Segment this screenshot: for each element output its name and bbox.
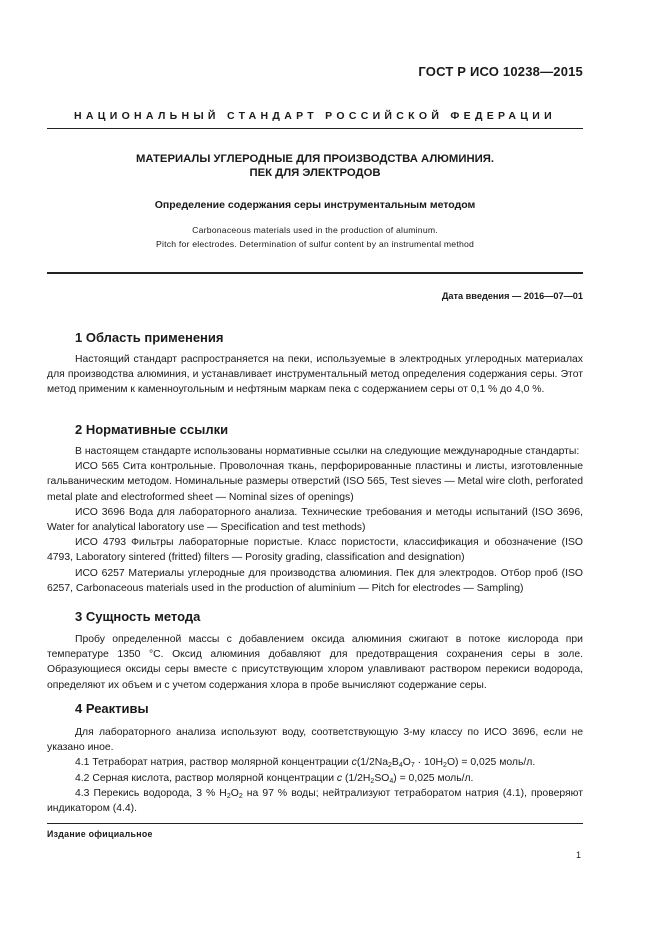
section-3-body <box>47 632 583 693</box>
title-line-2: ПЕК ДЛЯ ЭЛЕКТРОДОВ <box>249 167 381 179</box>
section-2-body <box>47 444 583 596</box>
national-standard-banner: НАЦИОНАЛЬНЫЙ СТАНДАРТ РОССИЙСКОЙ ФЕДЕРАЦИИ <box>74 110 556 122</box>
section-4-intro: Для лабораторного анализа используют воду, соответствующую 3-му классу по ИСО 3696, если не указано иное. <box>47 727 583 754</box>
reagent-item-4-1: 4.1 Тетраборат натрия, раствор молярной концентрации $c(1/2Na_2B_4O_7 \cdot 10H_2O) = 0,025$ моль/л. <box>75 757 536 770</box>
section-3-text: Пробу определенной массы с добавлением оксида алюминия сжигают в потоке кислорода при температуре 1350 °С. Оксид алюминия добавляют для предотвращения сохранения серы в золе. Образующиеся оксиды серы вместе с присутствующим хлором улавливают раствором перекиси водорода, определяют их объем и с учетом содержания хлора в пробе вычисляют содержание серы. <box>47 634 583 691</box>
official-edition-label: Издание официальное <box>47 829 153 839</box>
footer-divider <box>47 823 583 824</box>
section-4-heading: 4 Реактивы <box>75 701 149 716</box>
page-number: 1 <box>575 850 581 860</box>
effective-date: Дата введения — 2016—07—01 <box>441 291 583 301</box>
reagent-item-4-3: 4.3 Перекись водорода, 3 % $H_2O_2$ на 97 % воды; нейтрализуют тетраборатом натрия (4.1), проверяют индикатором (4.4). <box>47 787 583 815</box>
title-line-1: МАТЕРИАЛЫ УГЛЕРОДНЫЕ ДЛЯ ПРОИЗВОДСТВА АЛЮМИНИЯ. <box>136 153 494 165</box>
reagent-item-4-2: 4.2 Серная кислота, раствор молярной концентрации c $(1/2H_2SO_4) = 0,025$ моль/л. <box>75 772 474 785</box>
section-3-heading: 3 Сущность метода <box>75 609 201 624</box>
section-1-text: Настоящий стандарт распространяется на пеки, используемые в электродных углеродных материалах для производства алюминия, и устанавливает инструментальный метод определения содержания серы. Этот метод применим к каменноугольным и нефтяным маркам пека с содержанием серы от 0,1 % до 4,0 %. <box>47 354 583 396</box>
section-4-body <box>47 725 583 816</box>
english-title <box>47 223 583 251</box>
reference-item: ИСО 3696 Вода для лабораторного анализа. Технические требования и методы испытаний (ISO 3696, Water for analytical laboratory use — Specification and test methods) <box>47 506 583 534</box>
title-divider <box>47 272 583 274</box>
section-1-body <box>47 352 583 398</box>
header-divider <box>47 128 583 129</box>
section-1-heading: 1 Область применения <box>75 330 224 345</box>
document-code: ГОСТ Р ИСО 10238—2015 <box>418 64 583 79</box>
document-title <box>47 152 583 180</box>
reference-item: ИСО 6257 Материалы углеродные для производства алюминия. Пек для электродов. Отбор проб (ISO 6257, Carbonaceous materials used in the production of aluminium — Pitch for electrodes — Sampling) <box>47 567 583 594</box>
english-title-line-1: Carbonaceous materials used in the production of aluminum. <box>192 225 438 235</box>
section-2-intro: В настоящем стандарте использованы нормативные ссылки на следующие международные стандарты: <box>75 446 580 457</box>
reference-item: ИСО 4793 Фильтры лабораторные пористые. Класс пористости, классификация и обозначение (ISO 4793, Laboratory sintered (fritted) filters — Porosity grading, classification and designation) <box>47 537 583 564</box>
document-subtitle: Определение содержания серы инструментальным методом <box>154 199 476 211</box>
english-title-line-2: Pitch for electrodes. Determination of sulfur content by an instrumental method <box>155 239 475 249</box>
section-2-heading: 2 Нормативные ссылки <box>75 422 229 437</box>
reference-item: ИСО 565 Сита контрольные. Проволочная ткань, перфорированные пластины и листы, изготовленные гальваническим методом. Номинальные размеры отверстий (ISO 565, Test sieves — Metal wire cloth, perforated metal plate and electroformed sheet — Nominal sizes of openings) <box>47 461 583 503</box>
